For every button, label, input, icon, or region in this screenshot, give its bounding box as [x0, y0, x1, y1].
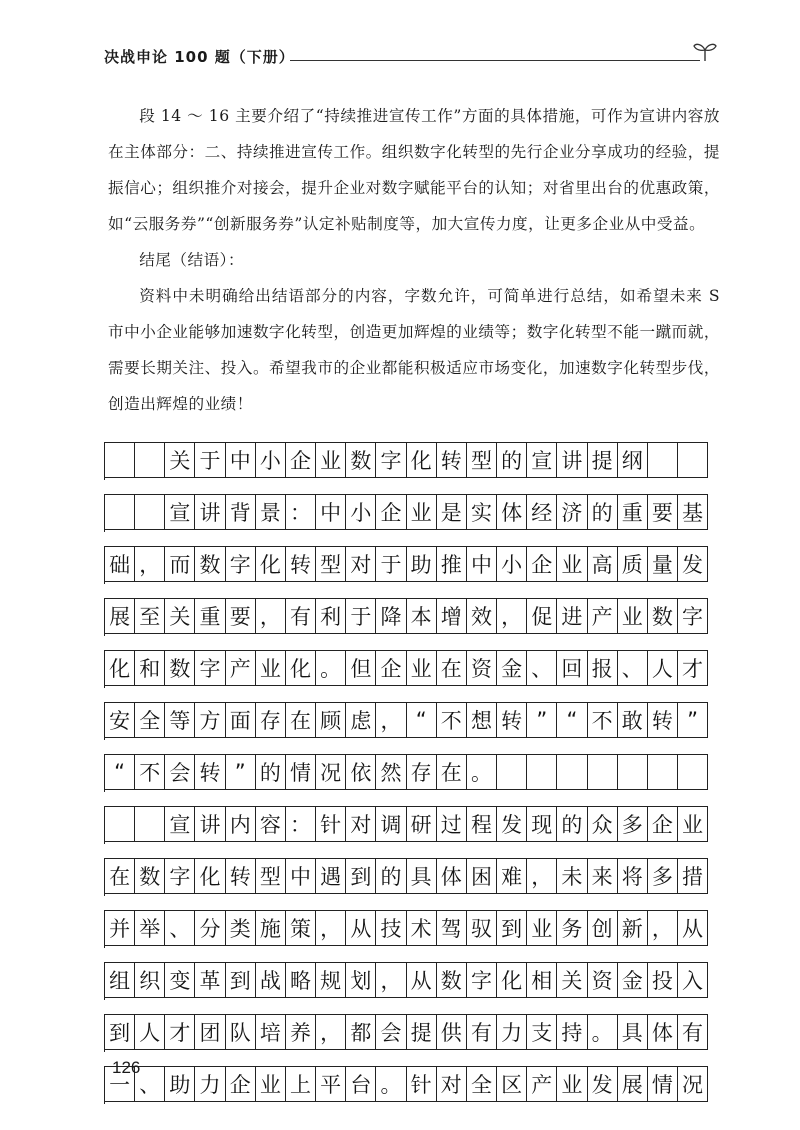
- grid-cell: 回: [557, 650, 587, 686]
- grid-cell: 安: [105, 702, 135, 738]
- grid-cell: 企: [226, 1066, 256, 1102]
- grid-cell: 的: [376, 858, 406, 894]
- grid-cell: 力: [195, 1066, 225, 1102]
- grid-cell: 中: [226, 442, 256, 478]
- grid-row: [104, 546, 708, 584]
- grid-cell: 业: [256, 650, 286, 686]
- grid-cell: 化: [497, 962, 527, 998]
- grid-cell: 化: [105, 650, 135, 686]
- grid-cell: 对: [346, 546, 376, 582]
- grid-cell: 进: [557, 598, 587, 634]
- grid-row: [104, 910, 708, 948]
- grid-cell: 对: [346, 806, 376, 842]
- grid-row: [104, 1066, 708, 1104]
- grid-row: [104, 442, 708, 480]
- grid-cell: ，: [135, 546, 165, 582]
- grid-cell: 上: [286, 1066, 316, 1102]
- grid-cell: 业: [557, 1066, 587, 1102]
- grid-cell: 础: [105, 546, 135, 582]
- body-text: [108, 98, 720, 422]
- grid-cell: 企: [376, 650, 406, 686]
- grid-cell: 化: [286, 650, 316, 686]
- grid-cell: 会: [165, 754, 195, 790]
- grid-cell: 、: [527, 650, 557, 686]
- grid-cell: 报: [588, 650, 618, 686]
- grid-cell: 景: [256, 494, 286, 530]
- grid-cell: 展: [618, 1066, 648, 1102]
- grid-cell: 施: [256, 910, 286, 946]
- grid-cell: [527, 754, 557, 790]
- grid-cell: 到: [226, 962, 256, 998]
- grid-cell: 织: [135, 962, 165, 998]
- grid-cell: 数: [437, 962, 467, 998]
- answer-grid: [104, 442, 708, 1118]
- grid-cell: 实: [467, 494, 497, 530]
- grid-cell: 创: [588, 910, 618, 946]
- grid-cell: 宣: [165, 806, 195, 842]
- grid-cell: 发: [678, 546, 708, 582]
- grid-cell: 转: [286, 546, 316, 582]
- grid-cell: 、: [165, 910, 195, 946]
- grid-cell: 现: [527, 806, 557, 842]
- grid-cell: 转: [437, 442, 467, 478]
- header-rule: [290, 60, 700, 61]
- grid-cell: 才: [678, 650, 708, 686]
- grid-cell: ，: [376, 962, 406, 998]
- grid-cell: 力: [497, 1014, 527, 1050]
- grid-cell: 企: [376, 494, 406, 530]
- grid-cell: 务: [557, 910, 587, 946]
- grid-cell: 型: [467, 442, 497, 478]
- paragraph-ending-heading: 结尾（结语）：: [139, 251, 245, 269]
- grid-cell: 宣: [527, 442, 557, 478]
- grid-cell: 促: [527, 598, 557, 634]
- grid-cell: 入: [678, 962, 708, 998]
- grid-cell: 小: [497, 546, 527, 582]
- grid-cell: 容: [256, 806, 286, 842]
- grid-cell: 略: [286, 962, 316, 998]
- grid-cell: 字: [678, 598, 708, 634]
- sprout-icon: [692, 40, 718, 62]
- grid-cell: 中: [286, 858, 316, 894]
- grid-cell: 数: [346, 442, 376, 478]
- grid-cell: 发: [588, 1066, 618, 1102]
- grid-cell: 在: [437, 754, 467, 790]
- grid-cell: 小: [256, 442, 286, 478]
- grid-cell: 业: [316, 442, 346, 478]
- grid-cell: 在: [437, 650, 467, 686]
- grid-cell: 全: [135, 702, 165, 738]
- grid-row: [104, 702, 708, 740]
- grid-cell: 从: [678, 910, 708, 946]
- grid-cell: 革: [195, 962, 225, 998]
- grid-cell: 相: [527, 962, 557, 998]
- grid-cell: [135, 806, 165, 842]
- grid-cell: “: [557, 702, 587, 738]
- grid-cell: ，: [648, 910, 678, 946]
- paragraph-body-summary: 段 14 ～ 16 主要介绍了“持续推进宣传工作”方面的具体措施，可作为宣讲内容放在主体部分：二、持续推进宣传工作。组织数字化转型的先行企业分享成功的经验，提振信心；组织推介对接会，提升企业对数字赋能平台的认知；对省里出台的优惠政策，如“云服务券”“创新服务券”认定补贴制度等，加大宣传力度，让更多企业从中受益。: [108, 107, 720, 233]
- grid-cell: 团: [195, 1014, 225, 1050]
- grid-cell: 助: [407, 546, 437, 582]
- grid-cell: 依: [346, 754, 376, 790]
- grid-cell: 重: [195, 598, 225, 634]
- grid-cell: 的: [497, 442, 527, 478]
- grid-cell: 规: [316, 962, 346, 998]
- grid-cell: 都: [346, 1014, 376, 1050]
- grid-cell: 不: [437, 702, 467, 738]
- grid-cell: 利: [316, 598, 346, 634]
- grid-cell: 质: [618, 546, 648, 582]
- grid-cell: 人: [648, 650, 678, 686]
- grid-cell: 未: [557, 858, 587, 894]
- grid-cell: 推: [437, 546, 467, 582]
- grid-cell: 术: [407, 910, 437, 946]
- grid-cell: 产: [527, 1066, 557, 1102]
- grid-cell: “: [105, 754, 135, 790]
- grid-cell: 讲: [195, 494, 225, 530]
- grid-cell: 资: [588, 962, 618, 998]
- grid-cell: 转: [497, 702, 527, 738]
- grid-cell: 至: [135, 598, 165, 634]
- grid-cell: 台: [346, 1066, 376, 1102]
- grid-cell: 才: [165, 1014, 195, 1050]
- grid-row: [104, 754, 708, 792]
- grid-cell: 。: [316, 650, 346, 686]
- grid-cell: 济: [557, 494, 587, 530]
- grid-cell: 针: [316, 806, 346, 842]
- grid-cell: 有: [467, 1014, 497, 1050]
- grid-cell: [648, 754, 678, 790]
- grid-cell: 面: [226, 702, 256, 738]
- grid-cell: 众: [588, 806, 618, 842]
- grid-cell: 区: [497, 1066, 527, 1102]
- grid-cell: 的: [256, 754, 286, 790]
- grid-cell: ：: [286, 494, 316, 530]
- grid-cell: ，: [316, 910, 346, 946]
- grid-cell: 、: [135, 1066, 165, 1102]
- paragraph-ending-content: 资料中未明确给出结语部分的内容，字数允许，可简单进行总结，如希望未来 S 市中小企业能够加速数字化转型，创造更加辉煌的业绩等；数字化转型不能一蹴而就，需要长期关注、投入。希望我市的企业都能积极适应市场变化，加速数字化转型步伐，创造出辉煌的业绩！: [108, 287, 720, 413]
- grid-cell: 。: [376, 1066, 406, 1102]
- grid-cell: [105, 442, 135, 478]
- grid-cell: 数: [135, 858, 165, 894]
- grid-cell: 于: [346, 598, 376, 634]
- grid-cell: 字: [226, 546, 256, 582]
- grid-cell: 中: [316, 494, 346, 530]
- grid-cell: ，: [497, 598, 527, 634]
- grid-cell: ：: [286, 806, 316, 842]
- grid-cell: 高: [588, 546, 618, 582]
- grid-cell: 情: [648, 1066, 678, 1102]
- grid-cell: 字: [467, 962, 497, 998]
- grid-row: [104, 962, 708, 1000]
- grid-cell: 想: [467, 702, 497, 738]
- grid-cell: 在: [105, 858, 135, 894]
- grid-cell: ，: [256, 598, 286, 634]
- grid-cell: 讲: [195, 806, 225, 842]
- grid-cell: 化: [407, 442, 437, 478]
- grid-cell: 业: [618, 598, 648, 634]
- grid-row: [104, 650, 708, 688]
- grid-cell: 措: [678, 858, 708, 894]
- grid-cell: 培: [256, 1014, 286, 1050]
- grid-cell: 过: [437, 806, 467, 842]
- grid-cell: ，: [527, 858, 557, 894]
- grid-cell: 分: [195, 910, 225, 946]
- grid-cell: 的: [588, 494, 618, 530]
- grid-cell: 持: [557, 1014, 587, 1050]
- grid-cell: 数: [165, 650, 195, 686]
- grid-cell: [648, 442, 678, 478]
- grid-cell: 类: [226, 910, 256, 946]
- grid-cell: 况: [316, 754, 346, 790]
- grid-cell: 展: [105, 598, 135, 634]
- grid-cell: 遇: [316, 858, 346, 894]
- grid-cell: 在: [286, 702, 316, 738]
- grid-cell: 多: [618, 806, 648, 842]
- grid-row: [104, 494, 708, 532]
- grid-cell: 本: [407, 598, 437, 634]
- grid-cell: 养: [286, 1014, 316, 1050]
- grid-cell: [588, 754, 618, 790]
- grid-cell: 关: [165, 442, 195, 478]
- grid-cell: 然: [376, 754, 406, 790]
- grid-cell: 金: [618, 962, 648, 998]
- page-number: 126: [112, 1058, 141, 1077]
- grid-cell: 小: [346, 494, 376, 530]
- grid-cell: 业: [527, 910, 557, 946]
- grid-cell: 况: [678, 1066, 708, 1102]
- grid-cell: 字: [376, 442, 406, 478]
- grid-cell: 讲: [557, 442, 587, 478]
- grid-cell: 体: [648, 1014, 678, 1050]
- grid-cell: 转: [195, 754, 225, 790]
- grid-cell: 企: [286, 442, 316, 478]
- grid-cell: 到: [497, 910, 527, 946]
- grid-cell: 金: [497, 650, 527, 686]
- grid-cell: 到: [346, 858, 376, 894]
- grid-cell: 平: [316, 1066, 346, 1102]
- grid-cell: 中: [467, 546, 497, 582]
- grid-cell: 具: [407, 858, 437, 894]
- grid-cell: 来: [588, 858, 618, 894]
- grid-cell: 存: [256, 702, 286, 738]
- grid-cell: 于: [195, 442, 225, 478]
- grid-cell: 并: [105, 910, 135, 946]
- grid-cell: 资: [467, 650, 497, 686]
- grid-cell: 关: [165, 598, 195, 634]
- grid-cell: 驾: [437, 910, 467, 946]
- grid-cell: 量: [648, 546, 678, 582]
- grid-cell: 型: [316, 546, 346, 582]
- grid-cell: 转: [226, 858, 256, 894]
- grid-cell: 但: [346, 650, 376, 686]
- grid-cell: 会: [376, 1014, 406, 1050]
- grid-cell: 投: [648, 962, 678, 998]
- grid-cell: 情: [286, 754, 316, 790]
- grid-cell: [618, 754, 648, 790]
- grid-cell: 不: [588, 702, 618, 738]
- grid-cell: 划: [346, 962, 376, 998]
- grid-cell: 关: [557, 962, 587, 998]
- grid-cell: “: [407, 702, 437, 738]
- grid-cell: 体: [437, 858, 467, 894]
- grid-cell: 而: [165, 546, 195, 582]
- grid-cell: 人: [135, 1014, 165, 1050]
- grid-cell: 支: [527, 1014, 557, 1050]
- grid-cell: 于: [376, 546, 406, 582]
- grid-cell: 宣: [165, 494, 195, 530]
- grid-cell: 重: [618, 494, 648, 530]
- grid-cell: ”: [527, 702, 557, 738]
- grid-cell: 难: [497, 858, 527, 894]
- grid-cell: [497, 754, 527, 790]
- grid-cell: ，: [316, 1014, 346, 1050]
- grid-cell: 。: [588, 1014, 618, 1050]
- grid-cell: 有: [286, 598, 316, 634]
- grid-cell: 型: [256, 858, 286, 894]
- grid-cell: 是: [437, 494, 467, 530]
- grid-cell: [105, 494, 135, 530]
- grid-cell: 策: [286, 910, 316, 946]
- grid-cell: 字: [165, 858, 195, 894]
- grid-cell: 体: [497, 494, 527, 530]
- grid-cell: 字: [195, 650, 225, 686]
- page-header: [104, 40, 714, 70]
- grid-cell: 业: [407, 650, 437, 686]
- grid-cell: 要: [648, 494, 678, 530]
- grid-cell: ”: [678, 702, 708, 738]
- grid-cell: [135, 442, 165, 478]
- grid-cell: 数: [195, 546, 225, 582]
- grid-cell: 数: [648, 598, 678, 634]
- grid-cell: [557, 754, 587, 790]
- grid-cell: 具: [618, 1014, 648, 1050]
- grid-cell: 调: [376, 806, 406, 842]
- grid-cell: 程: [467, 806, 497, 842]
- grid-cell: 举: [135, 910, 165, 946]
- grid-cell: 虑: [346, 702, 376, 738]
- grid-cell: 全: [467, 1066, 497, 1102]
- grid-cell: 有: [678, 1014, 708, 1050]
- grid-cell: 业: [557, 546, 587, 582]
- grid-cell: 提: [588, 442, 618, 478]
- book-title: 决战申论 100 题（下册）: [104, 48, 295, 66]
- grid-cell: 将: [618, 858, 648, 894]
- grid-row: [104, 858, 708, 896]
- grid-cell: 困: [467, 858, 497, 894]
- grid-cell: 队: [226, 1014, 256, 1050]
- grid-cell: 变: [165, 962, 195, 998]
- grid-cell: 转: [648, 702, 678, 738]
- grid-cell: 从: [407, 962, 437, 998]
- grid-cell: 降: [376, 598, 406, 634]
- grid-cell: 对: [437, 1066, 467, 1102]
- grid-cell: 新: [618, 910, 648, 946]
- grid-row: [104, 806, 708, 844]
- grid-cell: 产: [226, 650, 256, 686]
- grid-cell: 存: [407, 754, 437, 790]
- grid-cell: 和: [135, 650, 165, 686]
- grid-cell: [105, 806, 135, 842]
- grid-cell: [678, 442, 708, 478]
- grid-cell: 助: [165, 1066, 195, 1102]
- grid-cell: 产: [588, 598, 618, 634]
- grid-cell: 等: [165, 702, 195, 738]
- grid-cell: 驭: [467, 910, 497, 946]
- grid-cell: 业: [678, 806, 708, 842]
- grid-cell: 战: [256, 962, 286, 998]
- grid-cell: 内: [226, 806, 256, 842]
- grid-cell: 一: [105, 1066, 135, 1102]
- grid-cell: 基: [678, 494, 708, 530]
- grid-cell: 多: [648, 858, 678, 894]
- grid-cell: 方: [195, 702, 225, 738]
- grid-cell: 业: [407, 494, 437, 530]
- grid-cell: 业: [256, 1066, 286, 1102]
- grid-cell: 组: [105, 962, 135, 998]
- grid-cell: 、: [618, 650, 648, 686]
- grid-cell: 发: [497, 806, 527, 842]
- grid-cell: 研: [407, 806, 437, 842]
- grid-cell: 。: [467, 754, 497, 790]
- grid-cell: ”: [226, 754, 256, 790]
- grid-cell: 要: [226, 598, 256, 634]
- grid-cell: 背: [226, 494, 256, 530]
- grid-row: [104, 1014, 708, 1052]
- grid-cell: 效: [467, 598, 497, 634]
- grid-cell: 提: [407, 1014, 437, 1050]
- grid-cell: 供: [437, 1014, 467, 1050]
- grid-cell: 不: [135, 754, 165, 790]
- grid-cell: 纲: [618, 442, 648, 478]
- grid-cell: [135, 494, 165, 530]
- grid-cell: 针: [407, 1066, 437, 1102]
- grid-cell: ，: [376, 702, 406, 738]
- grid-cell: 企: [648, 806, 678, 842]
- grid-cell: 敢: [618, 702, 648, 738]
- grid-cell: 化: [256, 546, 286, 582]
- grid-row: [104, 598, 708, 636]
- grid-cell: 技: [376, 910, 406, 946]
- grid-cell: 到: [105, 1014, 135, 1050]
- grid-cell: 从: [346, 910, 376, 946]
- grid-cell: 增: [437, 598, 467, 634]
- grid-cell: 企: [527, 546, 557, 582]
- grid-cell: 顾: [316, 702, 346, 738]
- grid-cell: 化: [195, 858, 225, 894]
- grid-cell: 的: [557, 806, 587, 842]
- grid-cell: [678, 754, 708, 790]
- grid-cell: 经: [527, 494, 557, 530]
